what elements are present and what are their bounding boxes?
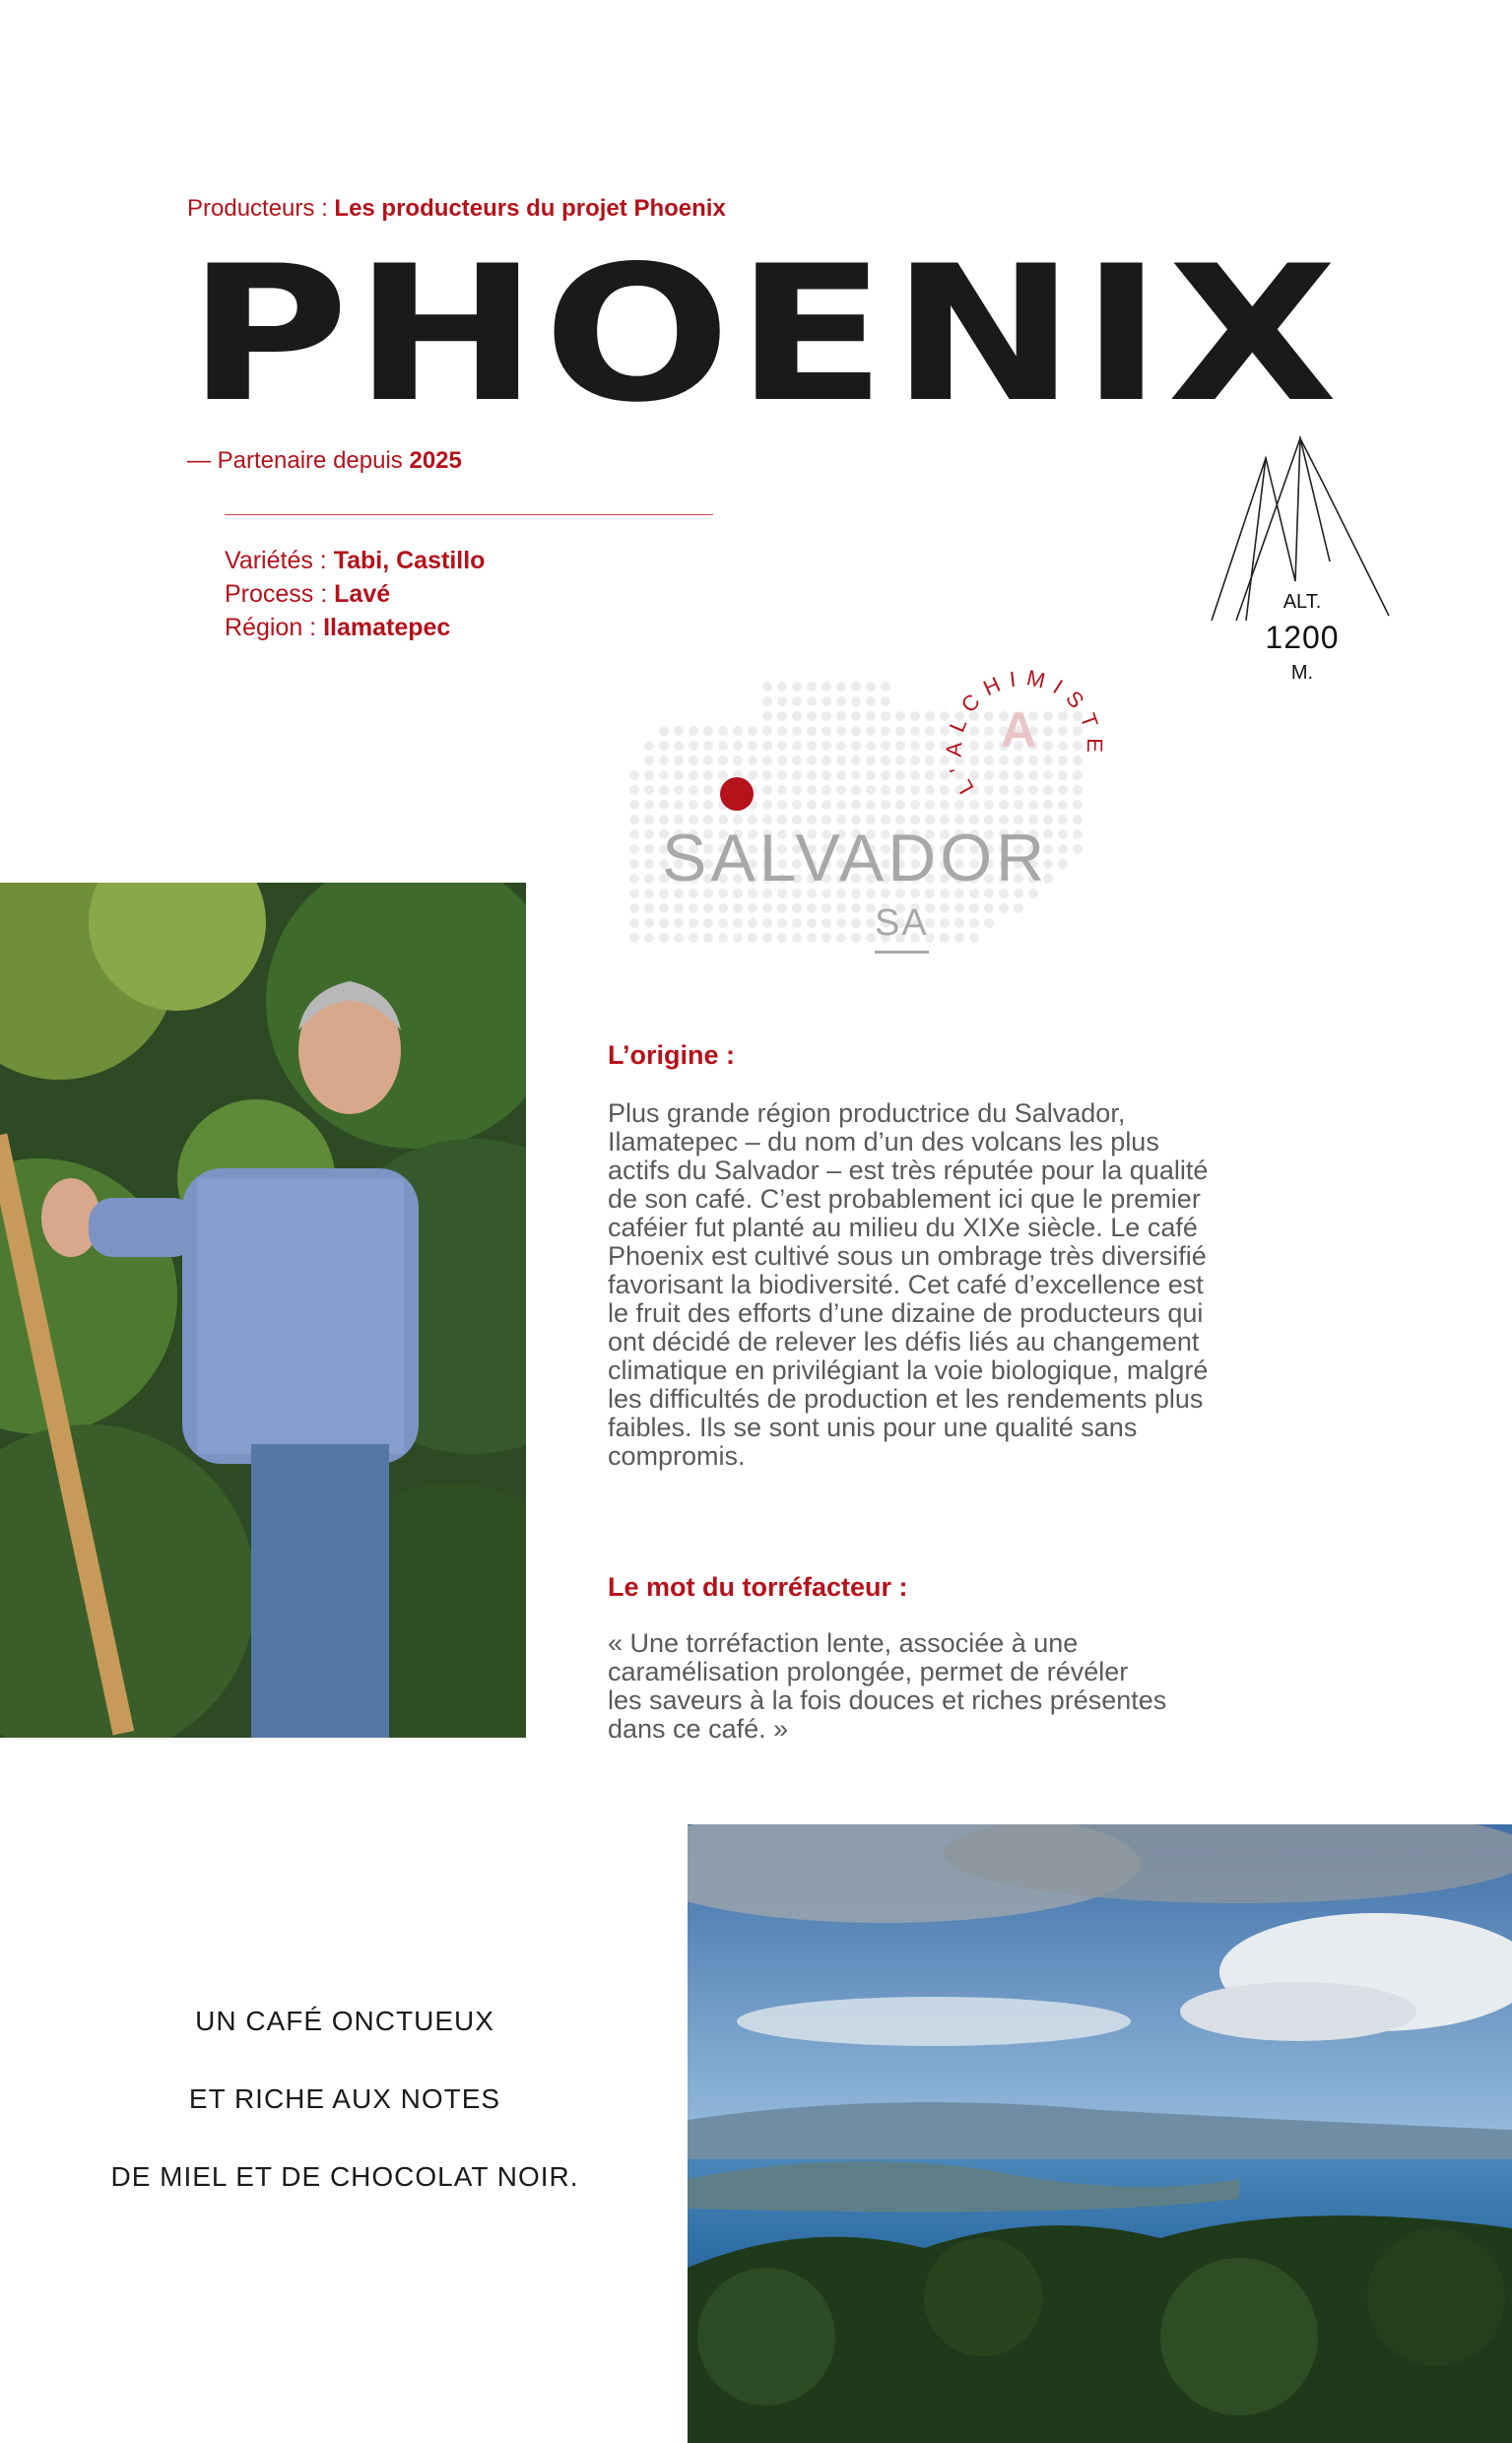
altitude-block: [1241, 591, 1363, 685]
map-dot: [1058, 844, 1068, 854]
map-dot: [851, 770, 861, 780]
map-dot: [910, 800, 920, 810]
producers-label: Producteurs :: [187, 195, 328, 222]
map-dot: [674, 933, 684, 943]
map-dot: [925, 711, 935, 721]
map-dot: [777, 726, 787, 736]
map-dot: [792, 918, 802, 928]
map-dot: [674, 785, 684, 795]
map-dot: [777, 711, 787, 721]
map-dot: [822, 933, 831, 943]
map-dot: [807, 726, 817, 736]
map-dot: [851, 800, 861, 810]
spec-process: [225, 577, 485, 611]
origin-line: favorisant la biodiversité. Cet café d’excellence est: [608, 1270, 1204, 1299]
map-dot: [762, 726, 772, 736]
map-dot: [703, 741, 713, 751]
roaster-line: les saveurs à la fois douces et riches présentes: [608, 1685, 1167, 1715]
map-dot: [851, 726, 861, 736]
map-dot: [659, 726, 669, 736]
origin-line: faibles. Ils se sont unis pour une qualité sans: [608, 1413, 1138, 1442]
map-dot: [881, 770, 890, 780]
map-dot: [748, 903, 757, 913]
map-dot: [644, 741, 654, 751]
map-dot: [629, 889, 639, 898]
map-dot: [703, 770, 713, 780]
map-dot: [895, 756, 905, 765]
map-dot: [629, 859, 639, 869]
spec-region: [225, 611, 485, 644]
tagline-line-3: DE MIEL ET DE CHOCOLAT NOIR.: [110, 2161, 579, 2192]
map-dot: [689, 933, 698, 943]
map-dot: [777, 682, 787, 692]
map-dot: [629, 844, 639, 854]
spec-varieties-label: Variétés :: [225, 547, 327, 574]
map-dot: [777, 800, 787, 810]
origin-line: compromis.: [608, 1441, 746, 1471]
map-dot: [718, 770, 728, 780]
origin-line: de son café. C’est probablement ici que le premier: [608, 1184, 1201, 1214]
map-dot: [792, 711, 802, 721]
map-dot: [762, 903, 772, 913]
map-dot: [836, 696, 846, 706]
map-dot: [703, 756, 713, 765]
map-dot: [925, 741, 935, 751]
spec-varieties: [225, 544, 485, 577]
map-dot: [836, 933, 846, 943]
map-dot: [792, 726, 802, 736]
map-dot: [703, 918, 713, 928]
map-dot: [895, 741, 905, 751]
stamp-text: L'ALCHIMISTE: [941, 665, 1108, 799]
map-dot: [792, 785, 802, 795]
map-dot: [718, 903, 728, 913]
spec-region-value: Ilamatepec: [323, 614, 451, 641]
map-dot: [674, 918, 684, 928]
map-dot: [644, 889, 654, 898]
map-dot: [733, 756, 743, 765]
map-dot: [969, 903, 979, 913]
map-dot: [881, 800, 890, 810]
origin-heading: L’origine :: [608, 1040, 736, 1070]
map-dot: [866, 726, 876, 736]
map-dot: [895, 785, 905, 795]
map-dot: [954, 933, 964, 943]
map-dot: [969, 933, 979, 943]
map-dot: [925, 800, 935, 810]
map-dot: [866, 756, 876, 765]
map-dot: [851, 741, 861, 751]
map-dot: [659, 933, 669, 943]
map-dot: [718, 741, 728, 751]
map-dot: [792, 682, 802, 692]
map-dot: [895, 770, 905, 780]
map-dot: [822, 800, 831, 810]
map-dot: [762, 800, 772, 810]
altitude-label: ALT.: [1282, 591, 1322, 613]
altitude-value: 1200: [1265, 620, 1340, 655]
map-dot: [733, 726, 743, 736]
tagline-line-1: UN CAFÉ ONCTUEUX: [195, 2006, 494, 2036]
map-dot: [792, 800, 802, 810]
roaster-heading: Le mot du torréfacteur :: [608, 1572, 908, 1602]
map-dot: [703, 785, 713, 795]
map-dot: [866, 696, 876, 706]
map-dot: [925, 785, 935, 795]
map-dot: [866, 785, 876, 795]
map-dot: [851, 903, 861, 913]
map-dot: [777, 933, 787, 943]
partner-year: 2025: [409, 447, 462, 474]
map-dot: [718, 933, 728, 943]
map-dot: [644, 756, 654, 765]
producer-photo: [0, 883, 526, 1738]
map-dot: [925, 770, 935, 780]
map-dot: [777, 785, 787, 795]
map-dot: [969, 918, 979, 928]
map-dot: [851, 696, 861, 706]
map-dot: [984, 903, 994, 913]
map-dot: [851, 785, 861, 795]
map-dot: [822, 696, 831, 706]
map-dot: [910, 756, 920, 765]
map-dot: [718, 918, 728, 928]
map-dot: [866, 741, 876, 751]
map-dot: [674, 770, 684, 780]
map-dot: [629, 874, 639, 884]
map-dot: [674, 800, 684, 810]
map-dot: [629, 785, 639, 795]
spec-process-label: Process :: [225, 580, 328, 608]
map-dot: [910, 726, 920, 736]
map-dot: [895, 726, 905, 736]
map-dot: [807, 933, 817, 943]
map-dot: [792, 903, 802, 913]
map-dot: [925, 726, 935, 736]
map-dot: [866, 770, 876, 780]
map-dot: [777, 903, 787, 913]
map-dot: [718, 756, 728, 765]
map-dot: [866, 711, 876, 721]
map-dot: [659, 770, 669, 780]
map-dot: [881, 785, 890, 795]
map-dot: [733, 903, 743, 913]
map-dot: [910, 770, 920, 780]
map-dot: [762, 711, 772, 721]
map-dot: [777, 741, 787, 751]
map-dot: [748, 726, 757, 736]
map-dot: [822, 682, 831, 692]
map-dot: [954, 903, 964, 913]
map-dot: [659, 756, 669, 765]
map-dot: [629, 800, 639, 810]
map-dot: [733, 741, 743, 751]
map-dot: [940, 918, 950, 928]
origin-line: les difficultés de production et les rendements plus: [608, 1384, 1204, 1414]
partner-label: — Partenaire depuis: [187, 447, 403, 474]
map-dot: [703, 903, 713, 913]
map-dot: [762, 770, 772, 780]
map-dot: [881, 682, 890, 692]
map-dot: [644, 933, 654, 943]
map-dot: [836, 756, 846, 765]
origin-line: Ilamatepec – du nom d’un des volcans les plus: [608, 1127, 1159, 1156]
map-dot: [895, 711, 905, 721]
map-dot: [807, 903, 817, 913]
map-dot: [792, 933, 802, 943]
map-dot: [836, 785, 846, 795]
origin-line: le fruit des efforts d’une dizaine de producteurs qui: [608, 1298, 1204, 1328]
map-dot: [851, 933, 861, 943]
map-dot: [644, 785, 654, 795]
map-dot: [762, 918, 772, 928]
map-dot: [910, 711, 920, 721]
region-location-marker: [720, 777, 754, 811]
map-dot: [807, 741, 817, 751]
tagline-line-2: ET RICHE AUX NOTES: [188, 2083, 501, 2114]
origin-line: climatique en privilégiant la voie biologique, malgré: [608, 1355, 1209, 1385]
map-dot: [807, 711, 817, 721]
map-dot: [822, 770, 831, 780]
map-dot: [881, 711, 890, 721]
map-dot: [733, 918, 743, 928]
map-dot: [807, 800, 817, 810]
map-dot: [836, 903, 846, 913]
map-dot: [822, 785, 831, 795]
map-dot: [836, 711, 846, 721]
map-dot: [822, 918, 831, 928]
map-dot: [940, 903, 950, 913]
map-dot: [762, 682, 772, 692]
map-dot: [718, 726, 728, 736]
map-dot: [807, 756, 817, 765]
map-dot: [881, 756, 890, 765]
map-dot: [674, 741, 684, 751]
map-dot: [836, 770, 846, 780]
map-dot: [748, 756, 757, 765]
map-dot: [822, 726, 831, 736]
map-dot: [792, 741, 802, 751]
map-dot: [954, 918, 964, 928]
map-dot: [940, 933, 950, 943]
map-dot: [836, 741, 846, 751]
map-dot: [629, 829, 639, 839]
spec-region-label: Région :: [225, 614, 317, 641]
map-dot: [822, 756, 831, 765]
map-dot: [659, 800, 669, 810]
map-dot: [851, 682, 861, 692]
map-dot: [703, 800, 713, 810]
map-dot: [689, 918, 698, 928]
map-dot: [866, 682, 876, 692]
map-dot: [748, 770, 757, 780]
map-dot: [629, 933, 639, 943]
origin-line: actifs du Salvador – est très réputée pour la qualité: [608, 1155, 1209, 1185]
roaster-line: « Une torréfaction lente, associée à une: [608, 1628, 1079, 1658]
map-dot: [644, 829, 654, 839]
map-dot: [1073, 829, 1083, 839]
map-dot: [644, 815, 654, 825]
map-dot: [644, 874, 654, 884]
map-dot: [999, 903, 1009, 913]
map-dot: [836, 682, 846, 692]
producers-value: Les producteurs du projet Phoenix: [334, 195, 726, 222]
spec-varieties-value: Tabi, Castillo: [333, 547, 486, 574]
map-dot: [881, 741, 890, 751]
map-dot: [629, 770, 639, 780]
map-dot: [792, 770, 802, 780]
map-dot: [807, 785, 817, 795]
map-dot: [659, 918, 669, 928]
specs-list: [225, 544, 485, 644]
map-dot: [822, 903, 831, 913]
map-dot: [659, 785, 669, 795]
map-dot: [644, 903, 654, 913]
map-dot: [762, 933, 772, 943]
map-dot: [1058, 829, 1068, 839]
map-dot: [644, 770, 654, 780]
map-dot: [733, 933, 743, 943]
map-dot: [822, 741, 831, 751]
map-dot: [777, 696, 787, 706]
map-dot: [689, 800, 698, 810]
origin-line: Plus grande région productrice du Salvador,: [608, 1098, 1126, 1128]
map-dot: [674, 903, 684, 913]
origin-paragraph: [608, 1099, 1445, 1471]
map-dot: [1073, 844, 1083, 854]
stamp-letter: A: [1000, 702, 1037, 758]
map-dot: [777, 770, 787, 780]
map-dot: [689, 726, 698, 736]
map-dot: [689, 903, 698, 913]
map-dot: [777, 918, 787, 928]
map-dot: [777, 756, 787, 765]
altitude-unit: M.: [1290, 662, 1314, 684]
map-dot: [851, 756, 861, 765]
country-name: SALVADOR: [662, 821, 1049, 895]
map-dot: [851, 918, 861, 928]
map-dot: [895, 800, 905, 810]
map-dot: [748, 918, 757, 928]
map-dot: [703, 726, 713, 736]
map-dot: [984, 918, 994, 928]
map-dot: [807, 918, 817, 928]
map-dot: [851, 711, 861, 721]
map-dot: [910, 785, 920, 795]
map-dot: [629, 903, 639, 913]
map-dot: [689, 741, 698, 751]
map-dot: [689, 770, 698, 780]
origin-line: ont décidé de relever les défis liés au changement: [608, 1327, 1200, 1356]
map-dot: [689, 785, 698, 795]
divider: [225, 514, 713, 515]
map-dot: [807, 682, 817, 692]
map-dot: [881, 726, 890, 736]
partner-line: [187, 447, 462, 475]
roaster-quote: [608, 1629, 1415, 1744]
map-dot: [659, 903, 669, 913]
map-dot: [629, 815, 639, 825]
map-dot: [762, 785, 772, 795]
producers-line: [187, 195, 726, 223]
map-dot: [689, 756, 698, 765]
map-dot: [822, 711, 831, 721]
spec-process-value: Lavé: [334, 580, 391, 608]
roaster-line: caramélisation prolongée, permet de révéler: [608, 1657, 1129, 1686]
map-dot: [866, 800, 876, 810]
map-dot: [1014, 903, 1023, 913]
map-dot: [644, 844, 654, 854]
map-dot: [644, 800, 654, 810]
map-dot: [910, 741, 920, 751]
map-dot: [644, 918, 654, 928]
map-dot: [674, 756, 684, 765]
map-dot: [1058, 859, 1068, 869]
map-dot: [748, 741, 757, 751]
roaster-line: dans ce café. »: [608, 1714, 789, 1744]
map-dot: [762, 741, 772, 751]
map-dot: [644, 859, 654, 869]
map-dot: [659, 741, 669, 751]
map-dot: [674, 726, 684, 736]
map-dot: [703, 933, 713, 943]
map-dot: [925, 756, 935, 765]
map-dot: [881, 696, 890, 706]
map-dot: [762, 756, 772, 765]
map-dot: [748, 933, 757, 943]
map-dot: [629, 918, 639, 928]
map-dot: [762, 696, 772, 706]
map-dot: [836, 726, 846, 736]
map-dot: [836, 800, 846, 810]
origin-line: Phoenix est cultivé sous un ombrage très diversifié: [608, 1241, 1207, 1271]
map-dot: [792, 696, 802, 706]
landscape-photo: [688, 1824, 1512, 2443]
country-code: SA: [875, 902, 929, 954]
page-title: PHOENIX: [187, 226, 1343, 443]
map-dot: [836, 918, 846, 928]
alchimiste-stamp-logo: [936, 640, 1113, 818]
map-dot: [807, 696, 817, 706]
map-dot: [807, 770, 817, 780]
map-dot: [792, 756, 802, 765]
origin-line: caféier fut planté au milieu du XIXe siècle. Le café: [608, 1213, 1198, 1242]
